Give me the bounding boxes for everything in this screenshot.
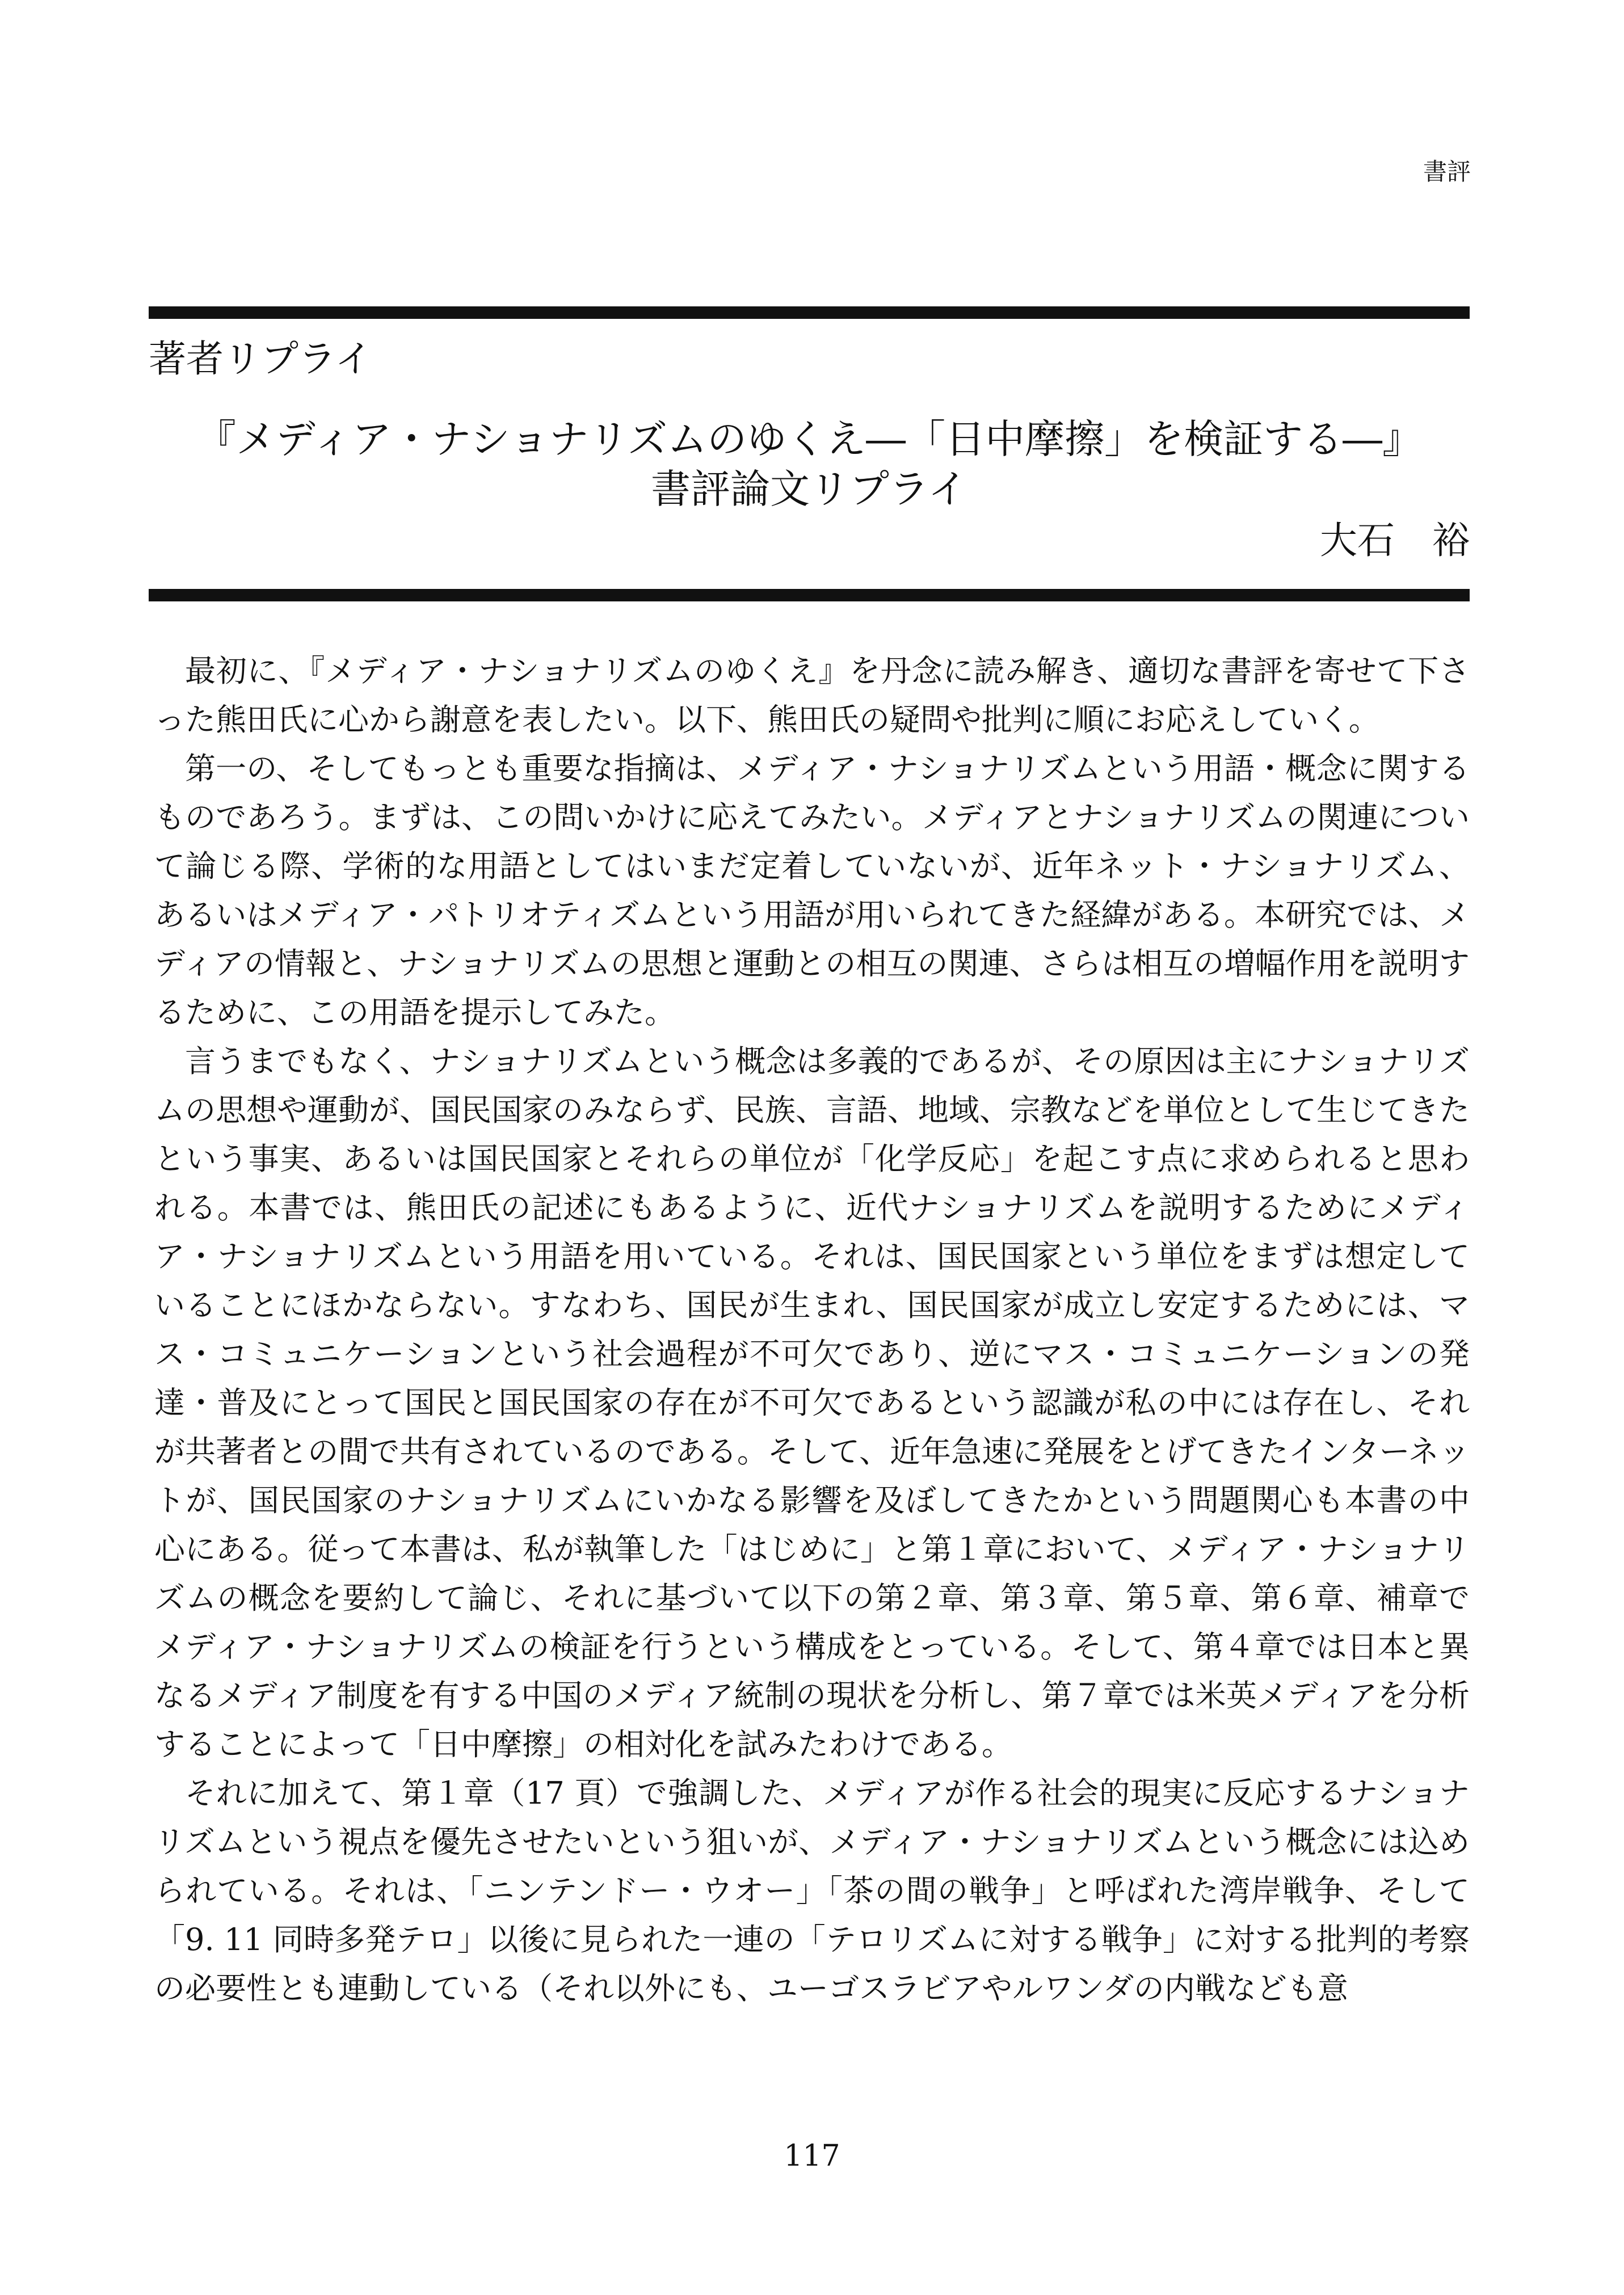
author-name: 大石 裕 bbox=[1320, 519, 1470, 562]
article-title bbox=[149, 414, 1470, 514]
title-line-1: 『メディア・ナショナリズムのゆくえ―「日中摩擦」を検証する―』 bbox=[196, 416, 1423, 462]
section-label: 著者リプライ bbox=[149, 337, 373, 381]
paragraph: それに加えて、第１章（17 頁）で強調した、メディアが作る社会的現実に反応するナショナリズムという視点を優先させたいという狙いが、メディア・ナショナリズムという概念には込められている。それは、「ニンテンドー・ウオー」「茶の間の戦争」と呼ばれた湾岸戦争、そして「9. 11 同時多発テロ」以後に見られた一連の「テロリズムに対する戦争」に対する批判的考察の必要性とも連動している（それ以外にも、ユーゴスラビアやルワンダの内戦なども意 bbox=[154, 1775, 1470, 2006]
running-header: 書評 bbox=[1423, 158, 1471, 186]
paragraph: 最初に、『メディア・ナショナリズムのゆくえ』を丹念に読み解き、適切な書評を寄せて下さった熊田氏に心から謝意を表したい。以下、熊田氏の疑問や批判に順にお応えしていく。 bbox=[154, 653, 1470, 738]
paragraph: 第一の、そしてもっとも重要な指摘は、メディア・ナショナリズムという用語・概念に関するものであろう。まずは、この問いかけに応えてみたい。メディアとナショナリズムの関連について論じる際、学術的な用語としてはいまだ定着していないが、近年ネット・ナショナリズム、あるいはメディア・パトリオティズムという用語が用いられてきた経緯がある。本研究では、メディアの情報と、ナショナリズムの思想と運動との相互の関連、さらは相互の増幅作用を説明するために、この用語を提示してみた。 bbox=[154, 751, 1470, 1030]
top-rule bbox=[149, 306, 1470, 319]
body-text bbox=[154, 647, 1470, 2013]
paragraph: 言うまでもなく、ナショナリズムという概念は多義的であるが、その原因は主にナショナリズムの思想や運動が、国民国家のみならず、民族、言語、地域、宗教などを単位として生じてきたという事実、あるいは国民国家とそれらの単位が「化学反応」を起こす点に求められると思われる。本書では、熊田氏の記述にもあるように、近代ナショナリズムを説明するためにメディア・ナショナリズムという用語を用いている。それは、国民国家という単位をまずは想定していることにほかならない。すなわち、国民が生まれ、国民国家が成立し安定するためには、マス・コミュニケーションという社会過程が不可欠であり、逆にマス・コミュニケーションの発達・普及にとって国民と国民国家の存在が不可欠であるという認識が私の中には存在し、それが共著者との間で共有されているのである。そして、近年急速に発展をとげてきたインターネットが、国民国家のナショナリズムにいかなる影響を及ぼしてきたかという問題関心も本書の中心にある。従って本書は、私が執筆した「はじめに」と第１章において、メディア・ナショナリズムの概念を要約して論じ、それに基づいて以下の第２章、第３章、第５章、第６章、補章でメディア・ナショナリズムの検証を行うという構成をとっている。そして、第４章では日本と異なるメディア制度を有する中国のメディア統制の現状を分析し、第７章では米英メディアを分析することによって「日中摩擦」の相対化を試みたわけである。 bbox=[154, 1043, 1470, 1762]
title-line-2: 書評論文リプライ bbox=[651, 466, 967, 512]
page-number: 117 bbox=[784, 2139, 840, 2173]
bottom-rule bbox=[149, 589, 1470, 601]
